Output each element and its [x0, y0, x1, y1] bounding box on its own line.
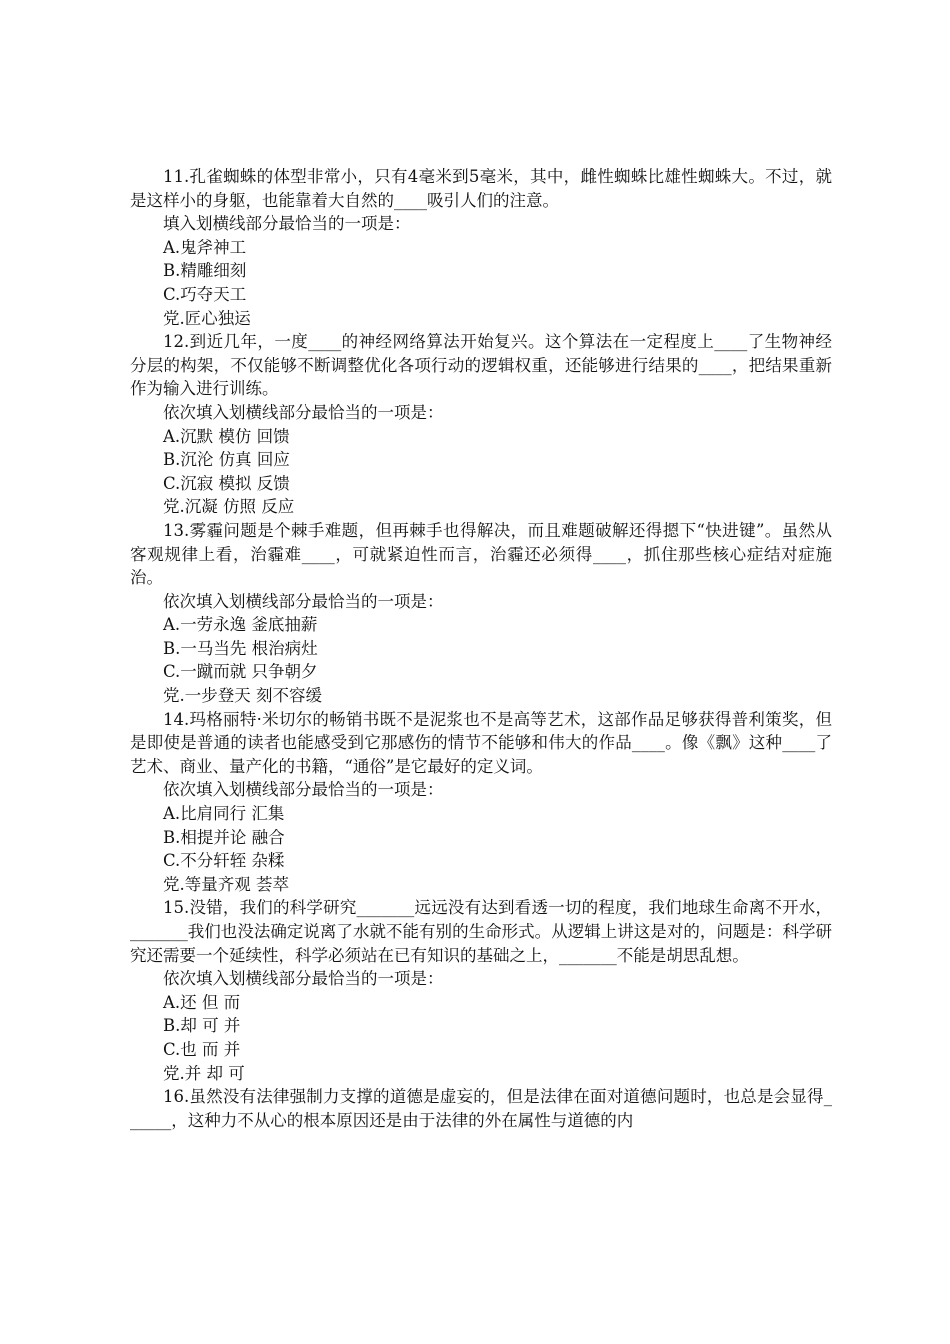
- question-stem: 12.到近几年，一度____的神经网络算法开始复兴。这个算法在一定程度上____了生物神经分层的构架，不仅能够不断调整优化各项行动的逻辑权重，还能够进行结果的____，把结果重新作为输入进行训练。: [130, 332, 832, 399]
- option-c: C.不分轩轾 杂糅: [163, 851, 285, 871]
- question-stem: 16.虽然没有法律强制力支撑的道德是虚妄的，但是法律在面对道德问题时，也总是会显得______，这种力不从心的根本原因还是由于法律的外在属性与道德的内: [130, 1087, 832, 1130]
- question-12: [130, 330, 832, 519]
- question-prompt: 依次填入划横线部分最恰当的一项是：: [163, 591, 444, 611]
- option-c: C.巧夺天工: [163, 284, 247, 304]
- option-c: C.一蹴而就 只争朝夕: [163, 662, 318, 682]
- option-d: 党.并 却 可: [163, 1063, 245, 1083]
- option-c: C.也 而 并: [163, 1039, 241, 1059]
- option-b: B.一马当先 根治病灶: [163, 638, 318, 658]
- question-11: [130, 165, 832, 330]
- document-page: [130, 165, 832, 1132]
- question-stem: 14.玛格丽特·米切尔的畅销书既不是泥浆也不是高等艺术，这部作品足够获得普利策奖，但是即使是普通的读者也能感受到它那感伤的情节不能够和伟大的作品____。像《飘》这种____了艺术、商业、量产化的书籍，“通俗”是它最好的定义词。: [130, 709, 832, 776]
- question-stem: 15.没错，我们的科学研究_______远远没有达到看透一切的程度，我们地球生命离不开水，_______我们也没法确定说离了水就不能有别的生命形式。从逻辑上讲这是对的，问题是：科学研究还需要一个延续性，科学必须站在已有知识的基础之上，_______不能是胡思乱想。: [130, 898, 832, 965]
- option-b: B.精雕细刻: [163, 261, 247, 281]
- option-b: B.沉沦 仿真 回应: [163, 450, 290, 470]
- option-b: B.相提并论 融合: [163, 827, 285, 847]
- option-a: A.一劳永逸 釜底抽薪: [163, 615, 318, 635]
- option-d: 党.匠心独运: [163, 308, 251, 328]
- option-d: 党.一步登天 刻不容缓: [163, 686, 322, 706]
- option-a: A.鬼斧神工: [163, 237, 247, 257]
- question-14: [130, 708, 832, 897]
- question-13: [130, 519, 832, 708]
- option-a: A.还 但 而: [163, 992, 241, 1012]
- question-15: [130, 896, 832, 1085]
- question-prompt: 依次填入划横线部分最恰当的一项是：: [163, 780, 444, 800]
- question-stem: 13.雾霾问题是个棘手难题，但再棘手也得解决，而且难题破解还得摁下“快进键”。虽然从客观规律上看，治霾难____，可就紧迫性而言，治霾还必须得____，抓住那些核心症结对症施治。: [130, 520, 832, 588]
- option-c: C.沉寂 模拟 反馈: [163, 473, 290, 493]
- option-a: A.沉默 模仿 回馈: [163, 426, 290, 446]
- question-prompt: 依次填入划横线部分最恰当的一项是：: [163, 402, 444, 422]
- option-b: B.却 可 并: [163, 1016, 241, 1036]
- option-d: 党.等量齐观 荟萃: [163, 874, 289, 894]
- question-16: [130, 1085, 832, 1132]
- question-prompt: 填入划横线部分最恰当的一项是：: [163, 214, 411, 234]
- question-stem: 11.孔雀蜘蛛的体型非常小，只有4毫米到5毫米，其中，雌性蜘蛛比雄性蜘蛛大。不过，就是这样小的身躯，也能靠着大自然的____吸引人们的注意。: [130, 167, 832, 210]
- option-a: A.比肩同行 汇集: [163, 804, 285, 824]
- question-prompt: 依次填入划横线部分最恰当的一项是：: [163, 969, 444, 989]
- option-d: 党.沉凝 仿照 反应: [163, 497, 295, 517]
